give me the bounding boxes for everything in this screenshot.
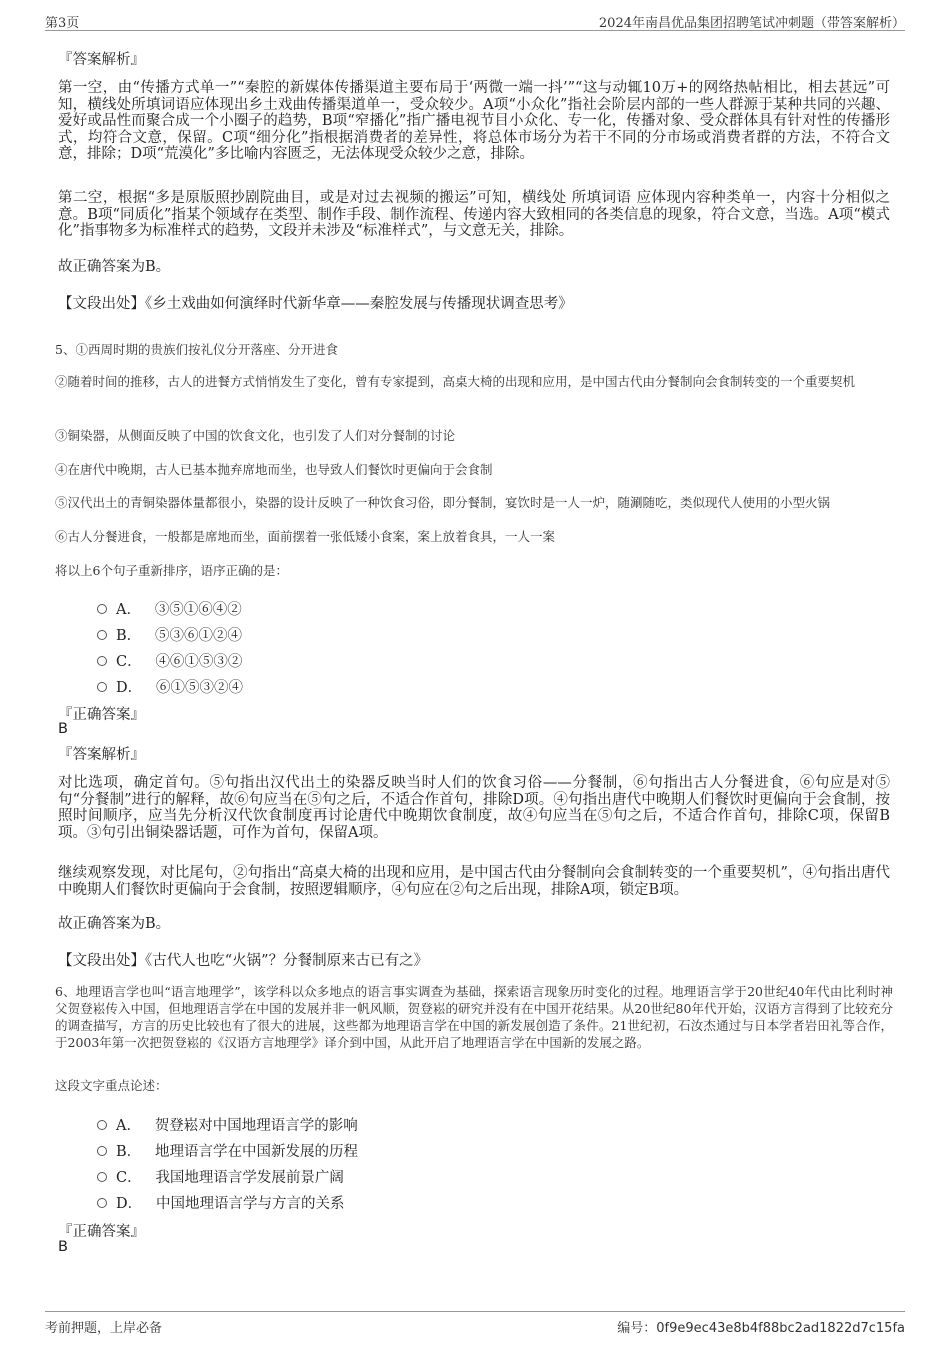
- option-letter: C．: [116, 654, 142, 670]
- option-letter: D．: [116, 1196, 143, 1212]
- q5-answer-label: 『正确答案』: [58, 707, 145, 723]
- q5-option-c[interactable]: [97, 650, 242, 671]
- q6-passage: 6、地理语言学也叫“语言地理学”，该学科以众多地点的语言事实调查为基础，探索语言现象历时变化的过程。地理语言学于20世纪40年代由比利时神父贺登崧传入中国，但地理语言学在中国的发展并非一帆风顺，贺登崧的研究并没有在中国开花结果。从20世纪80年代开始，汉语方言得到了比较充分的调查描写，方言的历史比较也有了很大的进展，这些都为地理语言学在中国的新发展创造了条件。21世纪初，石汝杰通过与日本学者岩田礼等合作，于2003年第一次把贺登崧的《汉语方言地理学》译介到中国，从此开启了地理语言学在中国新的发展之路。: [55, 984, 893, 1050]
- code-label: 编号：: [617, 1321, 657, 1336]
- q5-answer: B: [58, 721, 68, 737]
- q5-option-d[interactable]: [97, 676, 243, 697]
- radio-icon[interactable]: [97, 682, 107, 692]
- code-value: 0f9e9ec43e8b4f88bc2ad1822d7c15fa: [656, 1321, 905, 1336]
- option-letter: A．: [116, 602, 141, 618]
- option-letter: B．: [116, 628, 142, 644]
- q5-prompt: 将以上6个句子重新排序，语序正确的是：: [55, 563, 288, 578]
- radio-icon[interactable]: [97, 1146, 107, 1156]
- analysis-label: 『答案解析』: [58, 52, 145, 68]
- radio-icon[interactable]: [97, 604, 107, 614]
- q5-option-b[interactable]: [97, 624, 242, 645]
- page-header: [45, 8, 905, 31]
- option-text: ③⑤①⑥④②: [154, 602, 242, 618]
- q5-sentence-3: ③铜染器，从侧面反映了中国的饮食文化，也引发了人们对分餐制的讨论: [55, 428, 456, 443]
- q5-sentence-1: 5、①西周时期的贵族们按礼仪分开落座、分开进食: [55, 342, 338, 357]
- q5-sentence-2: ②随着时间的推移，古人的进餐方式悄悄发生了变化，曾有专家提到，高桌大椅的出现和应用，是中国古代由分餐制向会食制转变的一个重要契机: [55, 374, 856, 389]
- option-text: ④⑥①⑤③②: [155, 654, 243, 670]
- analysis-conclusion: 故正确答案为B。: [58, 259, 171, 275]
- q6-answer-label: 『正确答案』: [58, 1224, 145, 1240]
- analysis-paragraph-1: 第一空，由“传播方式单一”“秦腔的新媒体传播渠道主要布局于‘两微一端一抖’”“这与动辄10万+的网络热帖相比，相去甚远”可知，横线处所填词语应体现出乡土戏曲传播渠道单一，受众较少。A项“小众化”指社会阶层内部的一些人群源于某种共同的兴趣、爱好或品性而聚合成一个小圈子的趋势，B项“窄播化”指广播电视节目小众化、专一化，传播对象、受众群体具有针对性的传播形式，均符合文意，保留。C项“细分化”指根据消费者的差异性，将总体市场分为若干不同的分市场或消费者群的方法，不符合文意，排除；D项“荒漠化”多比喻内容匮乏，无法体现受众较少之意，排除。: [58, 80, 890, 162]
- footer-slogan: 考前押题，上岸必备: [45, 1321, 163, 1336]
- option-text: 地理语言学在中国新发展的历程: [154, 1144, 358, 1160]
- q5-sentence-4: ④在唐代中晚期，古人已基本抛弃席地而坐，也导致人们餐饮时更偏向于会食制: [55, 462, 493, 477]
- radio-icon[interactable]: [97, 1198, 107, 1208]
- radio-icon[interactable]: [97, 1120, 107, 1130]
- q5-analysis-conclusion: 故正确答案为B。: [58, 916, 171, 932]
- option-letter: A．: [116, 1118, 141, 1134]
- q6-answer: B: [58, 1239, 68, 1255]
- option-text: ⑥①⑤③②④: [155, 680, 243, 696]
- option-letter: C．: [116, 1170, 142, 1186]
- option-text: ⑤③⑥①②④: [154, 628, 242, 644]
- q5-sentence-5: ⑤汉代出土的青铜染器体量都很小，染器的设计反映了一种饮食习俗，即分餐制，宴饮时是一人一炉，随涮随吃，类似现代人使用的小型火锅: [55, 495, 831, 510]
- q6-option-b[interactable]: [97, 1140, 358, 1161]
- analysis-paragraph-2: 第二空，根据“多是原版照抄剧院曲目，或是对过去视频的搬运”可知，横线处 所填词语 应体现内容种类单一，内容十分相似之意。B项“同质化”指某个领域存在类型、制作手段、制作流程、传递内容大致相同的各类信息的现象，符合文意，当选。A项“模式化”指事物多为标准样式的趋势，文段并未涉及“标准样式”，与文意无关，排除。: [58, 190, 890, 239]
- option-text: 贺登崧对中国地理语言学的影响: [154, 1118, 358, 1134]
- option-text: 我国地理语言学发展前景广阔: [155, 1170, 344, 1186]
- option-letter: B．: [116, 1144, 142, 1160]
- q6-option-c[interactable]: [97, 1166, 344, 1187]
- option-text: 中国地理语言学与方言的关系: [155, 1196, 345, 1212]
- page-footer: [45, 1311, 905, 1338]
- q5-analysis-label: 『答案解析』: [58, 747, 145, 763]
- q5-analysis-paragraph-1: 对比选项，确定首句。⑤句指出汉代出土的染器反映当时人们的饮食习俗——分餐制，⑥句指出古人分餐进食，⑥句应是对⑤句“分餐制”进行的解释，故⑥句应当在⑤句之后，不适合作首句，排除D项。④句指出唐代中晚期人们餐饮时更偏向于会食制，按照时间顺序，应当先分析汉代饮食制度再讨论唐代中晚期饮食制度，故④句应当在⑤句之后，不适合作首句，排除C项，保留B项。③句引出铜染器话题，可作为首句，保留A项。: [58, 775, 890, 841]
- option-letter: D．: [116, 680, 143, 696]
- radio-icon[interactable]: [97, 630, 107, 640]
- radio-icon[interactable]: [97, 656, 107, 666]
- q5-option-a[interactable]: [97, 598, 242, 619]
- q6-option-d[interactable]: [97, 1192, 344, 1213]
- radio-icon[interactable]: [97, 1172, 107, 1182]
- page-number: 第3页: [45, 16, 80, 31]
- passage-source: 【文段出处】《乡土戏曲如何演绎时代新华章——秦腔发展与传播现状调查思考》: [58, 296, 573, 312]
- q5-passage-source: 【文段出处】《古代人也吃“火锅”？分餐制原来古已有之》: [58, 953, 429, 969]
- q5-sentence-6: ⑥古人分餐进食，一般都是席地而坐，面前摆着一张低矮小食案，案上放着食具，一人一案: [55, 529, 556, 544]
- document-title: 2024年南昌优品集团招聘笔试冲刺题（带答案解析）: [598, 16, 905, 31]
- q5-analysis-paragraph-2: 继续观察发现，对比尾句，②句指出“高桌大椅的出现和应用，是中国古代由分餐制向会食制转变的一个重要契机”，④句指出唐代中晚期人们餐饮时更偏向于会食制，按照逻辑顺序，④句应在②句之后出现，排除A项，锁定B项。: [58, 865, 890, 898]
- document-code: [617, 1317, 905, 1336]
- q6-prompt: 这段文字重点论述：: [55, 1078, 168, 1093]
- q6-option-a[interactable]: [97, 1114, 358, 1135]
